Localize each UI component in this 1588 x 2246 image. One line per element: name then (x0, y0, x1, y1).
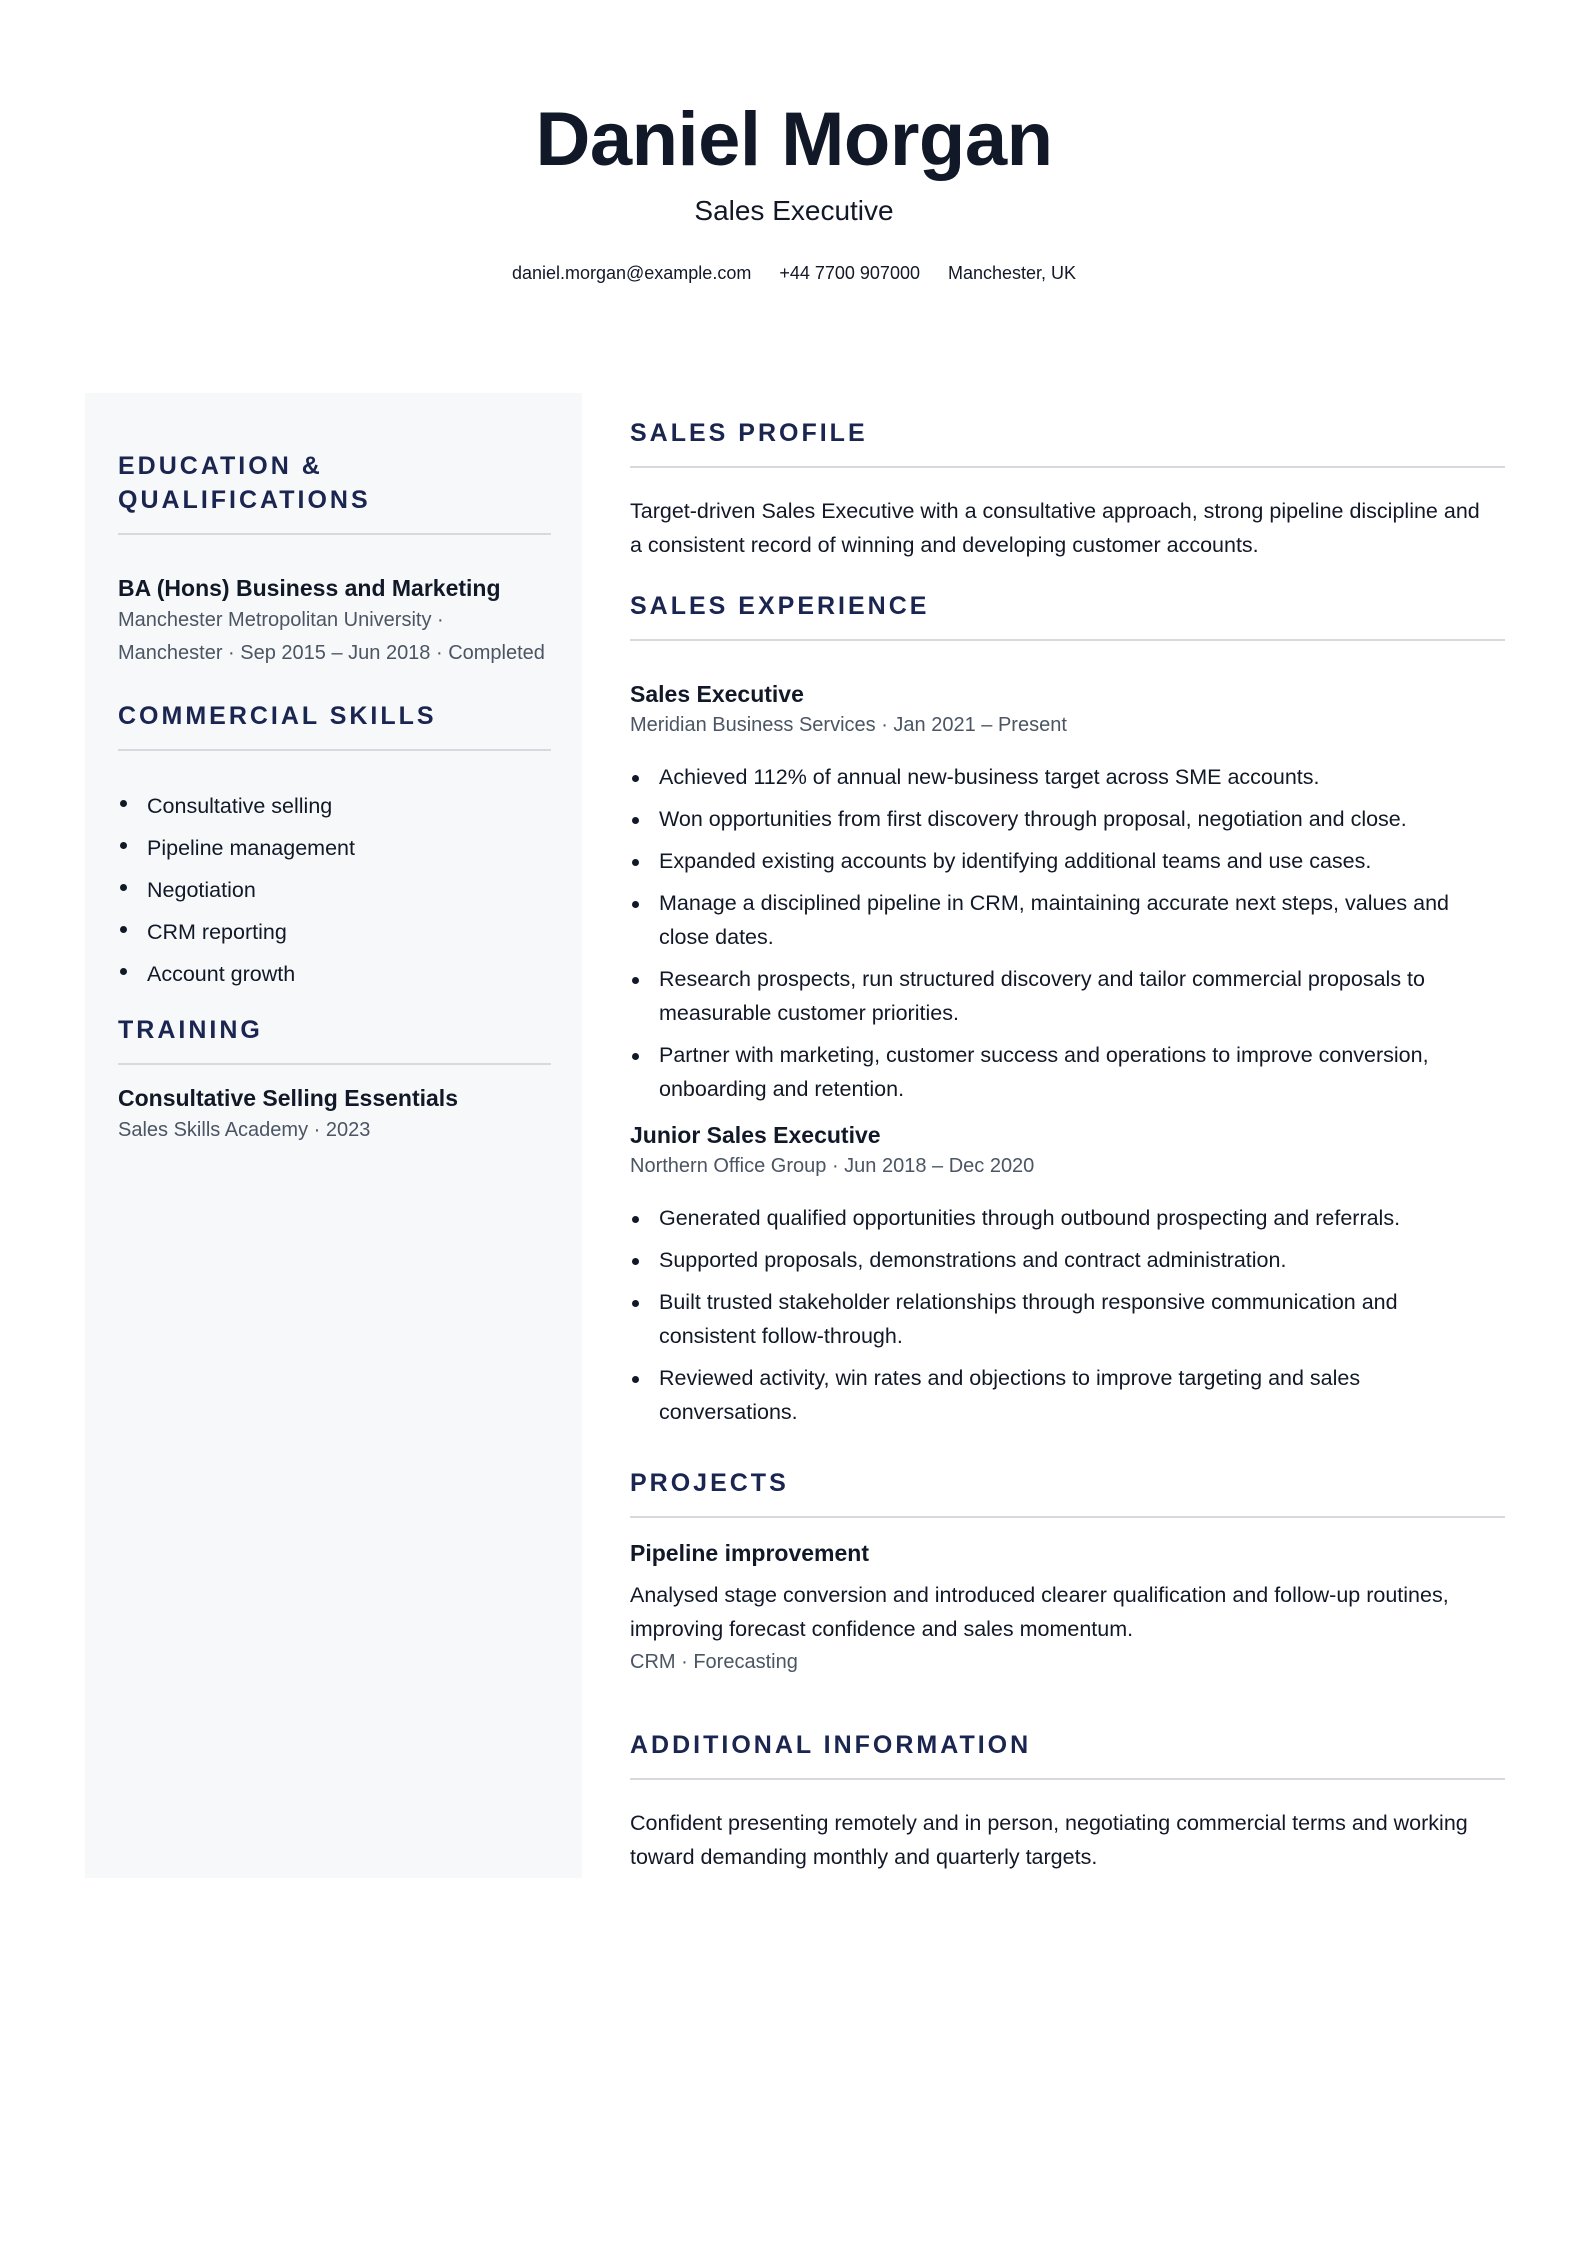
job-title: Sales Executive (630, 681, 804, 707)
degree-meta-line2: Manchester · Sep 2015 – Jun 2018 · Completed (118, 642, 545, 664)
job-bullets (630, 1201, 1505, 1429)
skills-section (118, 699, 551, 995)
training-course: Consultative Selling Essentials (118, 1085, 458, 1111)
skills-list (118, 785, 551, 995)
job-bullet: Won opportunities from first discovery through proposal, negotiation and close. (630, 802, 1505, 836)
job-bullet: Expanded existing accounts by identifying additional teams and use cases. (630, 844, 1505, 878)
job-bullet: Research prospects, run structured discovery and tailor commercial proposals to measurable customer priorities. (630, 962, 1505, 1030)
project-line2: improving forecast confidence and sales momentum. (630, 1617, 1134, 1641)
profile-section (630, 416, 1505, 562)
contact-phone[interactable]: +44 7700 907000 (779, 263, 920, 283)
skill-item: Consultative selling (118, 785, 551, 827)
section-divider (630, 1778, 1505, 1780)
profile-line1: Target-driven Sales Executive with a consultative approach, strong pipeline discipline and (630, 499, 1480, 523)
additional-heading: ADDITIONAL INFORMATION (630, 1731, 1032, 1759)
contact-line (0, 261, 1588, 285)
skill-item: CRM reporting (118, 911, 551, 953)
job-bullet: Reviewed activity, win rates and objections to improve targeting and sales conversations. (630, 1361, 1505, 1429)
job-bullet: Manage a disciplined pipeline in CRM, maintaining accurate next steps, values and close dates. (630, 886, 1505, 954)
job-title: Junior Sales Executive (630, 1122, 881, 1148)
sidebar (85, 393, 582, 1878)
job-bullet: Supported proposals, demonstrations and contract administration. (630, 1243, 1505, 1277)
training-section (118, 1013, 551, 1147)
job-entry (630, 1120, 1505, 1429)
job-entry (630, 679, 1505, 1106)
section-divider (118, 1063, 551, 1065)
section-divider (630, 639, 1505, 641)
profile-heading: SALES PROFILE (630, 419, 868, 447)
contact-email[interactable]: daniel.morgan@example.com (511, 263, 752, 283)
section-divider (630, 466, 1505, 468)
education-heading: EDUCATION & QUALIFICATIONS (118, 452, 371, 514)
project-line1: Analysed stage conversion and introduced clearer qualification and follow-up routines, (630, 1583, 1449, 1607)
additional-line1: Confident presenting remotely and in person, negotiating commercial terms and working (630, 1811, 1468, 1835)
job-meta: Northern Office Group · Jun 2018 – Dec 2020 (630, 1155, 1035, 1177)
candidate-name: Daniel Morgan (535, 97, 1053, 182)
additional-section (630, 1728, 1505, 1874)
section-divider (118, 533, 551, 535)
degree-title: BA (Hons) Business and Marketing (118, 575, 501, 601)
skills-heading: COMMERCIAL SKILLS (118, 702, 437, 730)
training-meta: Sales Skills Academy · 2023 (118, 1119, 371, 1141)
projects-section (630, 1466, 1505, 1679)
job-bullet: Partner with marketing, customer success and operations to improve conversion, onboarding and retention. (630, 1038, 1505, 1106)
profile-line2: a consistent record of winning and developing customer accounts. (630, 533, 1259, 557)
project-tags: CRM · Forecasting (630, 1651, 798, 1673)
job-bullet: Achieved 112% of annual new-business target across SME accounts. (630, 760, 1505, 794)
skill-item: Negotiation (118, 869, 551, 911)
skill-item: Pipeline management (118, 827, 551, 869)
experience-heading: SALES EXPERIENCE (630, 592, 930, 620)
degree-meta-line1: Manchester Metropolitan University · (118, 609, 444, 631)
skill-item: Account growth (118, 953, 551, 995)
section-divider (630, 1516, 1505, 1518)
job-bullet: Built trusted stakeholder relationships through responsive communication and consistent follow-through. (630, 1285, 1505, 1353)
training-heading: TRAINING (118, 1016, 263, 1044)
projects-heading: PROJECTS (630, 1469, 789, 1497)
section-divider (118, 749, 551, 751)
experience-section (630, 589, 1505, 1429)
candidate-role: Sales Executive (694, 195, 894, 226)
education-section (118, 449, 551, 670)
job-bullet: Generated qualified opportunities through outbound prospecting and referrals. (630, 1201, 1505, 1235)
additional-line2: toward demanding monthly and quarterly targets. (630, 1845, 1098, 1869)
contact-location: Manchester, UK (947, 263, 1077, 283)
job-bullets (630, 760, 1505, 1106)
job-meta: Meridian Business Services · Jan 2021 – Present (630, 714, 1067, 736)
project-name: Pipeline improvement (630, 1540, 870, 1566)
